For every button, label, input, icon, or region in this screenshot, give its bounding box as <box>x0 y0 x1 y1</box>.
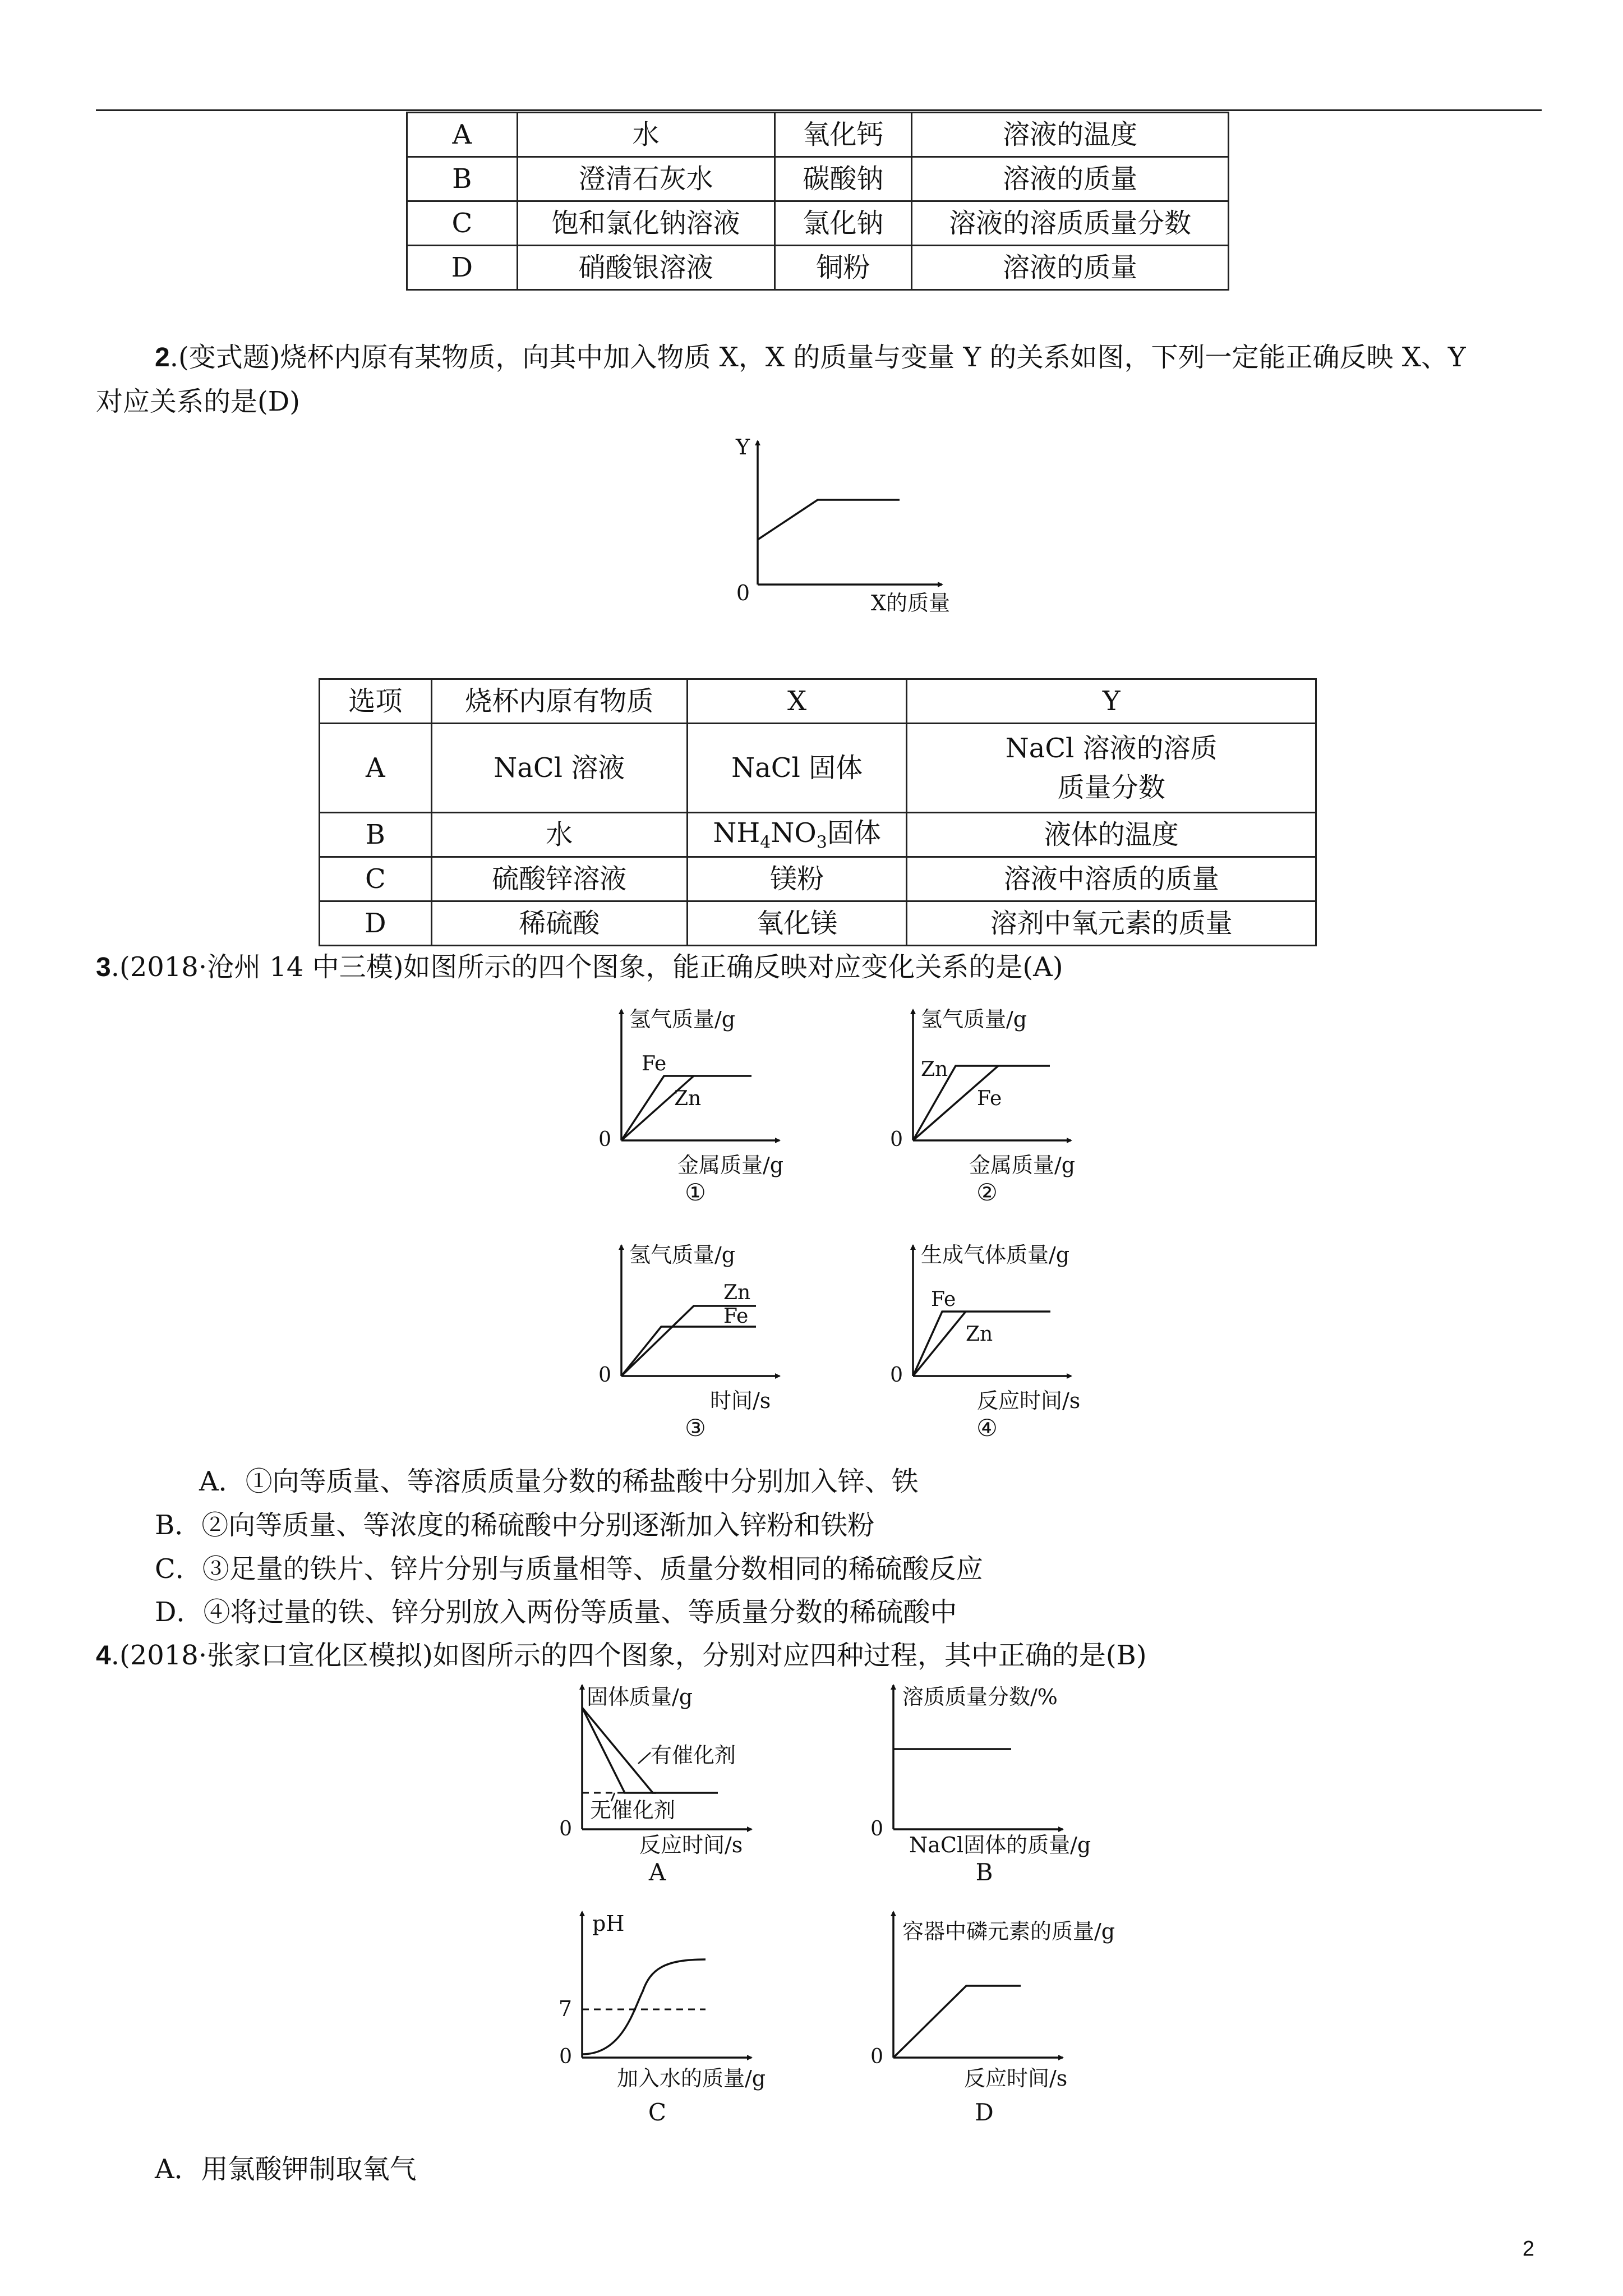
table-cell: 溶液的质量 <box>912 157 1229 201</box>
table-cell: A <box>320 724 432 813</box>
q4-graph-d <box>861 1907 1152 2132</box>
table-row <box>407 157 1229 201</box>
q4-option-a: A．用氯酸钾制取氧气 <box>155 2154 417 2185</box>
q2-graph <box>729 432 987 623</box>
table-cell-line: 质量分数 <box>1057 772 1165 803</box>
page-number: 2 <box>1522 2237 1534 2261</box>
table-cell: 氯化钠 <box>774 201 912 246</box>
fe-curve <box>621 1327 756 1376</box>
table-cell: 溶液的溶质质量分数 <box>912 201 1229 246</box>
table-row <box>320 901 1316 946</box>
y-axis-label: 氢气质量/g <box>629 1243 736 1267</box>
series-label: Fe <box>723 1305 749 1328</box>
table-cell: A <box>407 113 518 157</box>
question-2-line2: 对应关系的是(D) <box>96 386 300 417</box>
ph-tick-label: 7 <box>558 1996 572 2021</box>
table-cell: B <box>320 813 432 857</box>
series-label: Fe <box>931 1288 956 1311</box>
table-cell: 溶液的质量 <box>912 246 1229 290</box>
table-cell: 碳酸钠 <box>774 157 912 201</box>
table-header: X <box>687 679 907 724</box>
formula-part: NH <box>713 817 760 849</box>
q3-option-a: A．①向等质量、等溶质质量分数的稀盐酸中分别加入锌、铁 <box>199 1466 919 1497</box>
x-axis-label: 金属质量/g <box>969 1153 1076 1177</box>
formula-part: 固体 <box>827 817 881 849</box>
table-cell: 氧化镁 <box>687 901 907 946</box>
curve-label: 无催化剂 <box>590 1798 676 1823</box>
x-axis-label: 金属质量/g <box>677 1153 784 1177</box>
table-cell: 氧化钙 <box>774 113 912 157</box>
figure-caption: ② <box>976 1179 998 1206</box>
y-axis-label: 氢气质量/g <box>629 1007 736 1032</box>
q3-graph-3 <box>589 1240 824 1453</box>
table-cell: 饱和氯化钠溶液 <box>517 201 774 246</box>
table-cell: D <box>407 246 518 290</box>
figure-caption: ① <box>685 1179 706 1206</box>
series-label: Zn <box>921 1058 948 1081</box>
table-cell <box>907 724 1316 813</box>
origin-label: 0 <box>559 2045 572 2068</box>
question-2 <box>96 335 1466 424</box>
table-cell: 水 <box>517 113 774 157</box>
q4-graph-c <box>550 1907 808 2132</box>
series-label: Fe <box>642 1052 667 1075</box>
origin-label: 0 <box>890 1128 903 1151</box>
y-axis-label: 溶质质量分数/% <box>902 1685 1058 1709</box>
table-cell: 铜粉 <box>774 246 912 290</box>
table-cell: 硫酸锌溶液 <box>431 857 687 901</box>
table-cell: 澄清石灰水 <box>517 157 774 201</box>
x-axis-label: 加入水的质量/g <box>617 2066 766 2091</box>
table-row <box>407 201 1229 246</box>
formula-subscript: 3 <box>816 832 827 853</box>
q3-option-c: C．③足量的铁片、锌片分别与质量相等、质量分数相同的稀硫酸反应 <box>155 1553 983 1585</box>
curve <box>758 500 900 540</box>
table-cell: 液体的温度 <box>907 813 1316 857</box>
series-label: Zn <box>966 1323 993 1346</box>
x-axis-label: X的质量 <box>871 591 951 615</box>
table-cell: 稀硫酸 <box>431 901 687 946</box>
series-label: Fe <box>977 1087 1002 1110</box>
y-axis-label: pH <box>592 1911 625 1936</box>
origin-label: 0 <box>870 1818 883 1841</box>
q3-graph-1 <box>589 1004 824 1217</box>
q3-option-b: B．②向等质量、等浓度的稀硫酸中分别逐渐加入锌粉和铁粉 <box>155 1510 875 1541</box>
table-header: Y <box>907 679 1316 724</box>
series-label: Zn <box>674 1087 702 1110</box>
table-row <box>320 857 1316 901</box>
table-row <box>320 724 1316 813</box>
table-cell: 溶剂中氧元素的质量 <box>907 901 1316 946</box>
table-row <box>407 113 1229 157</box>
table-cell: NaCl 固体 <box>687 724 907 813</box>
figure-caption: B <box>975 1858 993 1886</box>
table-header: 选项 <box>320 679 432 724</box>
table-cell: 溶液中溶质的质量 <box>907 857 1316 901</box>
q3-graph-2 <box>880 1004 1116 1217</box>
question-3 <box>96 945 1063 990</box>
table-q1 <box>406 112 1229 291</box>
series-label: Zn <box>723 1281 751 1304</box>
y-axis-label: Y <box>736 435 750 459</box>
table-cell: 水 <box>431 813 687 857</box>
question-2-line1 <box>96 335 1466 380</box>
table-cell: C <box>407 201 518 246</box>
origin-label: 0 <box>598 1364 611 1387</box>
origin-label: 0 <box>870 2045 883 2068</box>
table-cell: 镁粉 <box>687 857 907 901</box>
y-axis-label: 生成气体质量/g <box>921 1243 1070 1267</box>
table-row <box>407 246 1229 290</box>
x-axis-label: 反应时间/s <box>964 2066 1068 2091</box>
figure-caption: C <box>648 2099 667 2126</box>
q3-option-d: D．④将过量的铁、锌分别放入两份等质量、等质量分数的稀硫酸中 <box>155 1596 957 1628</box>
figure-caption: A <box>648 1858 666 1886</box>
ph-curve <box>582 1959 706 2054</box>
table-cell: 硝酸银溶液 <box>517 246 774 290</box>
curve <box>893 1986 1021 2058</box>
table-cell-line: NaCl 溶液的溶质 <box>1005 732 1218 764</box>
question-number: 3 <box>96 953 111 982</box>
origin-label: 0 <box>559 1818 572 1841</box>
question-4 <box>96 1634 1147 1678</box>
formula-subscript: 4 <box>760 832 771 853</box>
table-cell: NaCl 溶液 <box>431 724 687 813</box>
table-cell: D <box>320 901 432 946</box>
x-axis-label: 时间/s <box>710 1388 771 1413</box>
table-cell: C <box>320 857 432 901</box>
x-axis-label: NaCl固体的质量/g <box>909 1833 1091 1857</box>
top-rule <box>96 109 1542 111</box>
formula-part: NO <box>771 817 817 849</box>
y-axis-label: 容器中磷元素的质量/g <box>902 1919 1115 1944</box>
table-cell: 溶液的温度 <box>912 113 1229 157</box>
origin-label: 0 <box>736 581 750 605</box>
y-axis-label: 氢气质量/g <box>921 1007 1027 1032</box>
q3-graph-4 <box>880 1240 1127 1453</box>
table-cell: B <box>407 157 518 201</box>
origin-label: 0 <box>890 1364 903 1387</box>
origin-label: 0 <box>598 1128 611 1151</box>
y-axis-label: 固体质量/g <box>587 1685 693 1709</box>
table-header: 烧杯内原有物质 <box>431 679 687 724</box>
pointer-line <box>638 1752 651 1764</box>
question-number: 2 <box>155 343 170 372</box>
x-axis-label: 反应时间/s <box>639 1833 743 1857</box>
question-3-text: .(2018·沧州 14 中三模)如图所示的四个图象，能正确反映对应变化关系的是(A) <box>110 951 1063 983</box>
q4-graph-a <box>550 1681 808 1894</box>
table-cell <box>687 813 907 857</box>
figure-caption: D <box>975 2099 994 2126</box>
table-header-row <box>320 679 1316 724</box>
table-row <box>320 813 1316 857</box>
table-q2 <box>319 678 1317 946</box>
x-axis-label: 反应时间/s <box>977 1388 1081 1413</box>
figure-caption: ④ <box>976 1414 998 1442</box>
question-2-text: .(变式题)烧杯内原有某物质，向其中加入物质 X，X 的质量与变量 Y 的关系如图，下列一定能正确反映 X、Y <box>169 342 1466 373</box>
curve-label: 有催化剂 <box>651 1743 736 1768</box>
figure-caption: ③ <box>685 1414 706 1442</box>
zn-curve <box>913 1312 966 1376</box>
question-number: 4 <box>96 1641 111 1671</box>
q4-graph-b <box>861 1681 1119 1894</box>
question-4-text: .(2018·张家口宣化区模拟)如图所示的四个图象，分别对应四种过程，其中正确的是(B) <box>110 1640 1147 1671</box>
